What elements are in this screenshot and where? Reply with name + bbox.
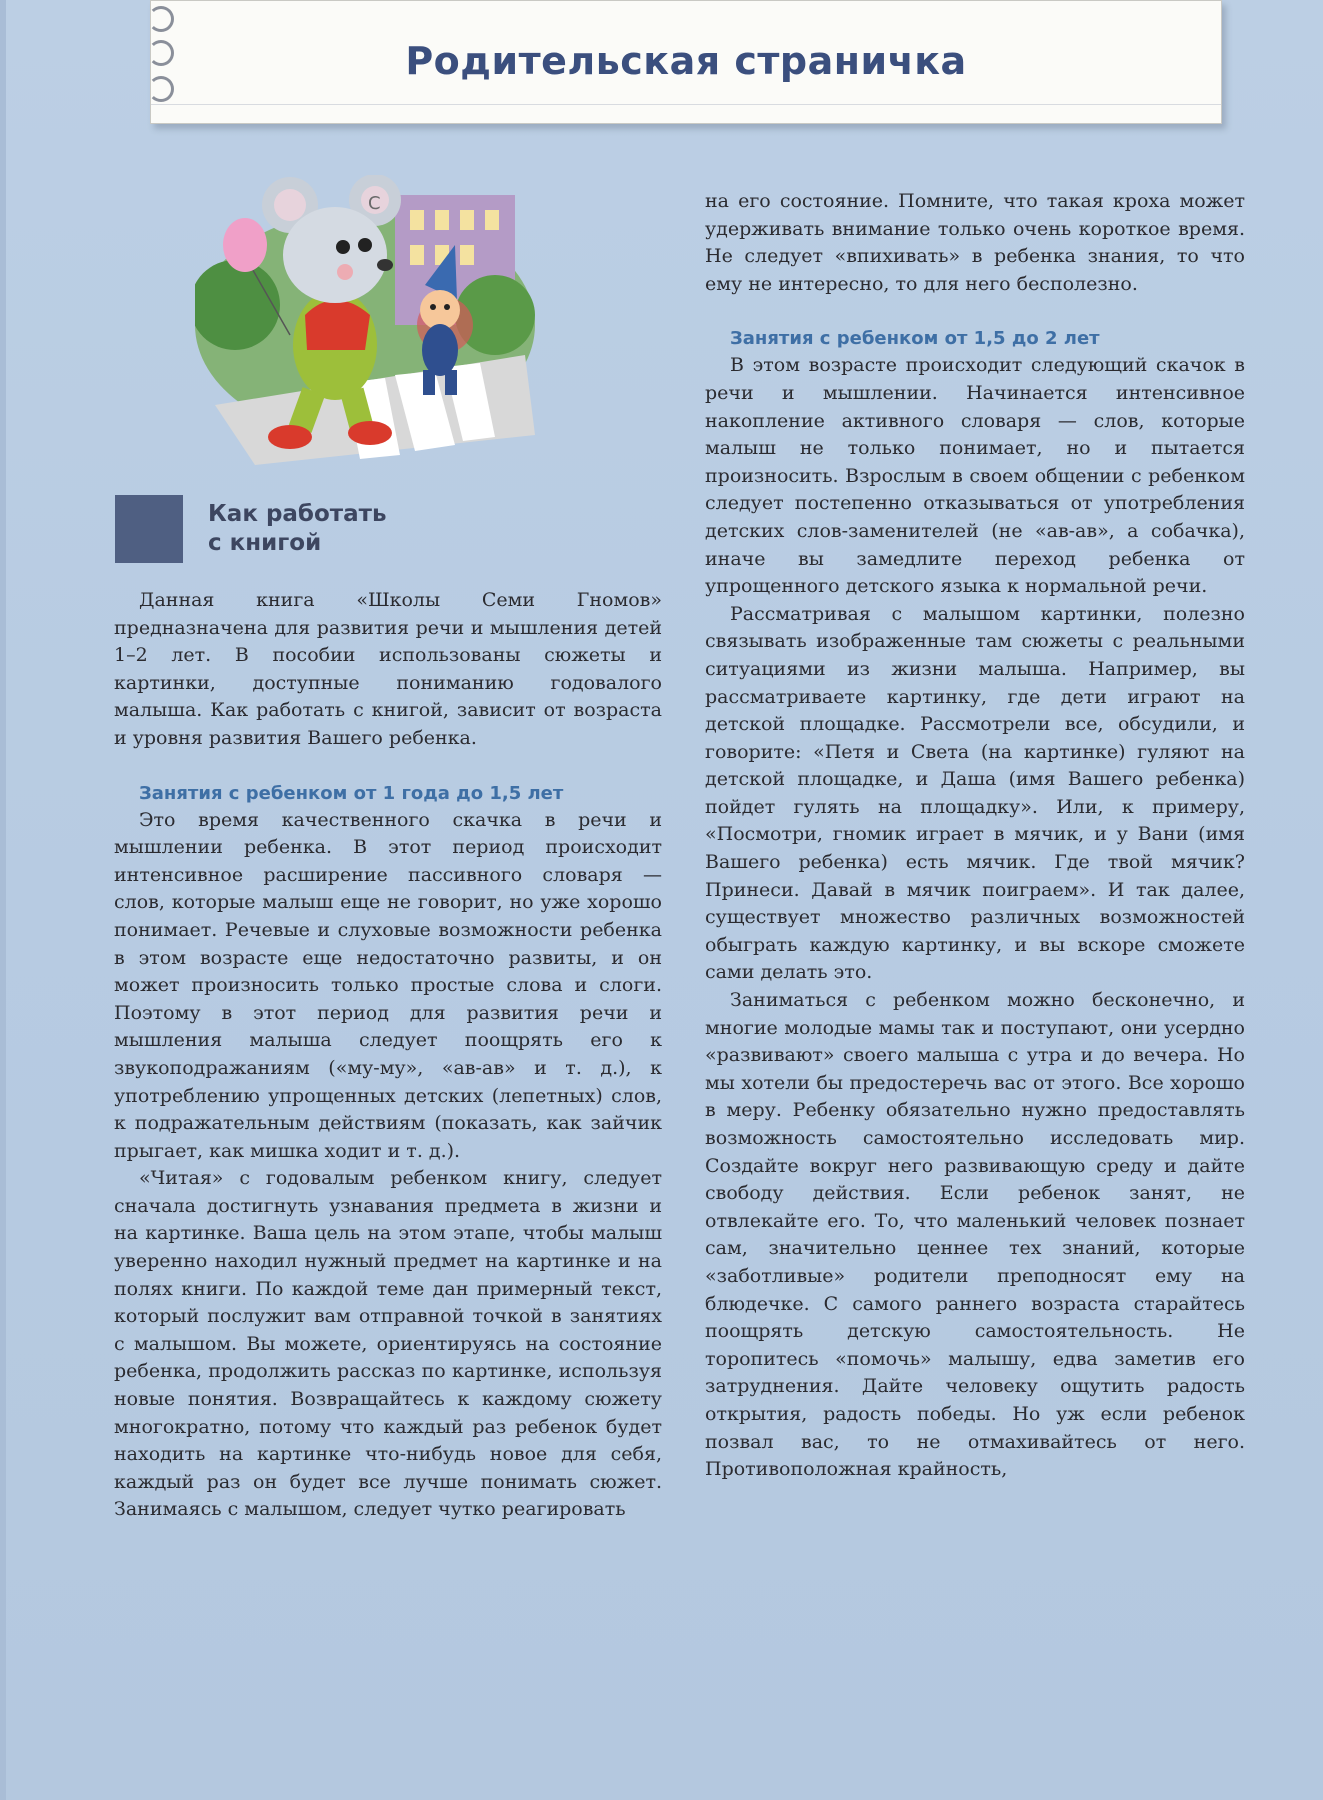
ear-letter: С [368,193,381,214]
paragraph: В этом возрасте происходит следующий скачок в речи и мышлении. Начинается интенсивное накопление активного словаря — слов, которые малыш не только понимает, но и пытается произносить. Взрослым в своем общении с ребенком следует постепенно отказываться от употребления детских слов-заменителей (не «ав-ав», а собачка), иначе вы замедлите переход ребенка от упрощенного детского языка к нормальной речи. [705,354,1245,598]
mouse-gnome-illustration [195,175,535,465]
section-marker-square [115,495,183,563]
ring-icon [148,76,174,102]
page-edge [0,0,6,1800]
header-card [150,0,1222,124]
paragraph: Это время качественного скачка в речи и мышлении ребенка. В этот период происходит интенсивное расширение пассивного словаря — слов, которые малыш еще не говорит, но уже хорошо понимает. Речевые и слуховые возможности ребенка в этом возрасте еще недостаточно развиты, и он может произносить только простые слова и слоги. Поэтому в этот период для развития речи и мышления малыша следует поощрять его к звукоподражаниям («му-му», «ав-ав» и т. д.), к употреблению упрощенных детских (лепетных) слов, к подражательным действиям (показать, как зайчик прыгает, как мишка ходит и т. д.). [114,808,662,1162]
left-column [114,587,662,1524]
paragraph: «Читая» с годовалым ребенком книгу, следует сначала достигнуть узнавания предмета в жизни и на картинке. Ваша цель на этом этапе, чтобы малыш уверенно находил нужный предмет на картинке и на полях книги. По каждой теме дан примерный текст, который послужит вам отправной точкой в занятиях с малышом. Вы можете, ориентируясь на состояние ребенка, продолжить рассказ по картинке, используя новые понятия. Возвращайтесь к каждому сюжету многократно, потому что каждый раз ребенок будет находить на картинке что-нибудь новое для себя, каждый раз он будет все лучше понимать сюжет. Занимаясь с малышом, следует чутко реагировать [114,1167,662,1521]
binder-rings [140,0,180,120]
subhead-1-5-2: Занятия с ребенком от 1,5 до 2 лет [730,328,1100,350]
paragraph: Заниматься с ребенком можно бесконечно, и многие молодые мамы так и поступают, они усердно «развивают» своего малыша с утра и до вечера. Но мы хотели бы предостеречь вас от этого. Все хорошо в меру. Ребенку обязательно нужно предоставлять возможность самостоятельно исследовать мир. Создайте вокруг него развивающую среду и дайте свободу действия. Если ребенок занят, не отвлекайте его. То, что маленький человек познает сам, значительно ценнее тех знаний, которые «заботливые» родители преподносят ему на блюдечке. С самого раннего возраста старайтесь поощрять детскую самостоятельность. Не торопитесь «помочь» малышу, едва заметив его затруднения. Дайте человеку ощутить радость открытия, радость победы. Но уж если ребенок позвал вас, то не отмахивайтесь от него. Противоположная крайность, [705,989,1245,1481]
section-title-line2: с книгой [208,530,322,556]
subhead-1-1-5: Занятия с ребенком от 1 года до 1,5 лет [139,782,564,804]
ring-icon [148,40,174,66]
section-title-line1: Как работать [208,501,387,527]
paragraph: Рассматривая с малышом картинки, полезно связывать изображенные там сюжеты с реальными ситуациями из жизни малыша. Например, вы рассматриваете картинку, где дети играют на детской площадке. Рассмотрели все, обсудили, и говорите: «Петя и Света (на картинке) гуляют на детской площадке, и Даша (имя Вашего ребенка) пойдет гулять на площадку». Или, к примеру, «Посмотри, гномик играет в мячик, и у Вани (имя Вашего ребенка) есть мячик. Где твой мячик? Принеси. Давай в мячик поиграем». И так далее, существует множество различных возможностей обыграть каждую картинку, и вы вскоре сможете сами делать это. [705,602,1245,984]
section-title [208,500,468,558]
paragraph-continued: на его состояние. Помните, что такая кроха может удерживать внимание только очень короткое время. Не следует «впихивать» в ребенка знания, то что ему не интересно, то для него бесполезно. [705,190,1245,295]
ring-icon [148,6,174,32]
page-title: Родительская страничка [405,39,967,83]
right-column [705,188,1245,1484]
intro-paragraph: Данная книга «Школы Семи Гномов» предназначена для развития речи и мышления детей 1–2 лет. В пособии использованы сюжеты и картинки, доступные пониманию годовалого малыша. Как работать с книгой, зависит от возраста и уровня развития Вашего ребенка. [114,589,662,749]
